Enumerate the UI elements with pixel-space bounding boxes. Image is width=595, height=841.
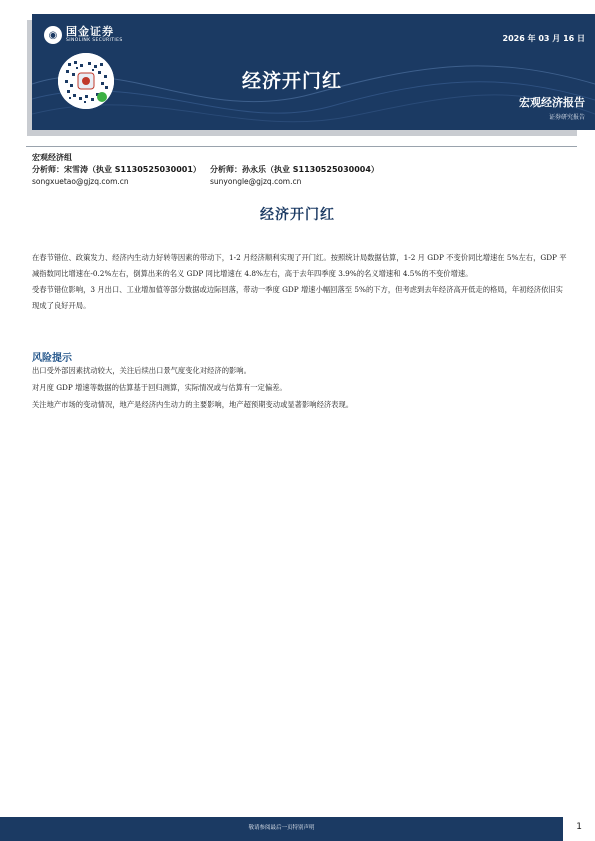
banner-title: 经济开门红 (242, 70, 343, 92)
footer-disclaimer-note: 敬请参阅最后一页特别声明 (248, 825, 315, 831)
risk-item: 对月度 GDP 增速等数据的估算基于回归测算，实际情况或与估算有一定偏差。 (32, 383, 287, 392)
company-logo (44, 26, 123, 44)
logo-name-en: SINOLINK SECURITIES (66, 38, 123, 43)
page-title: 经济开门红 (260, 207, 335, 223)
report-date: 2026 年 03 月 16 日 (502, 34, 585, 43)
risk-list (32, 362, 567, 413)
analyst-row (32, 164, 388, 176)
risk-item: 关注地产市场的变动情况，地产是经济内生动力的主要影响，地产超预期变动或显著影响经济表现。 (32, 400, 354, 409)
report-header-banner (32, 14, 595, 130)
research-group: 宏观经济组 (32, 153, 72, 162)
qr-code-icon (58, 53, 114, 109)
logo-name-cn: 国金证券 (66, 25, 114, 38)
author-block (32, 152, 388, 188)
summary-paragraph: 在春节错位、政策发力、经济内生动力好转等因素的带动下，1-2 月经济顺利实现了开门红。按照统计局数据估算，1-2 月 GDP 不变价同比增速在 5%左右，GDP 平减指数同比增速在-0.2%左右，倒算出来的名义 GDP 同比增速在 4.8%左右，高于去年四季度 3.9%的名义增速和 4.5%的不变价增速。 (32, 253, 567, 278)
logo-mark-icon: ◉ (44, 26, 62, 44)
risk-item: 出口受外部因素扰动较大，关注后续出口景气度变化对经济的影响。 (32, 366, 251, 375)
summary-body (32, 250, 567, 314)
report-subtype-label: 证券研究报告 (548, 114, 585, 121)
analyst-label: 分析师： (210, 165, 242, 174)
analyst-1-email[interactable]: songxuetao@gjzq.com.cn (32, 177, 129, 186)
analyst-2-email[interactable]: sunyongle@gjzq.com.cn (210, 177, 302, 186)
email-row (32, 176, 388, 188)
header-divider (26, 146, 577, 147)
analyst-2 (210, 164, 388, 176)
analyst-name: 孙永乐（执业 S1130525030004） (242, 165, 379, 174)
summary-paragraph: 受春节错位影响，3 月出口、工业增加值等部分数据或边际回落，带动一季度 GDP 增速小幅回落至 5%的下方，但考虑到去年经济高开低走的格局，年初经济依旧实现成了良好开局。 (32, 285, 563, 310)
analyst-name: 宋雪涛（执业 S1130525030001） (64, 165, 201, 174)
page-number: 1 (576, 822, 582, 832)
risk-section-title: 风险提示 (32, 353, 72, 364)
report-type-label: 宏观经济报告 (519, 96, 585, 109)
analyst-label: 分析师： (32, 165, 64, 174)
analyst-1 (32, 164, 210, 176)
